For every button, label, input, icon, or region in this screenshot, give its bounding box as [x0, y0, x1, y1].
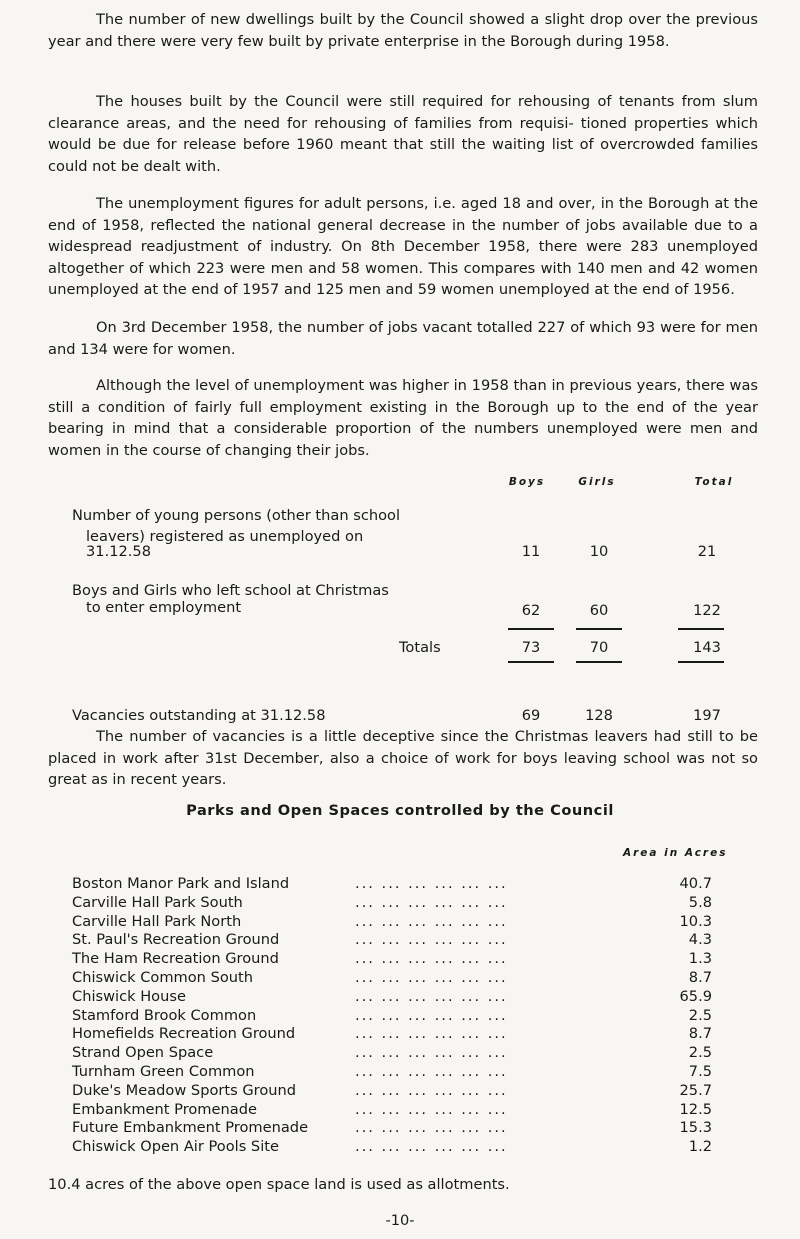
vacancies-label: Vacancies outstanding at 31.12.58 [72, 707, 326, 724]
park-row [72, 929, 712, 949]
park-area: 1.3 [688, 950, 712, 968]
park-row [72, 1136, 712, 1156]
cell-school-leavers-girls: 60 [589, 602, 609, 619]
park-leader-dots: ... ... ... ... ... ... [355, 912, 508, 930]
paragraph-rehousing: The houses built by the Council were still required for rehousing of tenants from slum clearance areas, and the need for rehousing of families from requisi- tioned properties which would be due for release before 1960 meant that still the waiting list of overcrowded families could not be dealt with. [48, 93, 758, 175]
park-name: Chiswick Common South [72, 969, 253, 986]
park-leader-dots: ... ... ... ... ... ... [355, 893, 508, 911]
park-row [72, 892, 712, 912]
park-name: Turnham Green Common [72, 1063, 255, 1080]
row-label-school-leavers-line1: Boys and Girls who left school at Christmas [72, 582, 389, 599]
park-leader-dots: ... ... ... ... ... ... [355, 1025, 508, 1043]
park-area: 15.3 [679, 1119, 712, 1137]
cell-vacancies-girls: 128 [585, 707, 613, 724]
cell-registered-total: 21 [697, 543, 717, 560]
park-area: 5.8 [688, 893, 712, 911]
park-name: Carville Hall Park North [72, 912, 242, 930]
allotments-note: 10.4 acres of the above open space land is used as allotments. [48, 1176, 510, 1193]
park-name: Future Embankment Promenade [72, 1119, 309, 1137]
totals-label: Totals [399, 639, 441, 656]
row-label-registered-line2: leavers) registered as unemployed on [86, 528, 364, 545]
park-row [72, 1005, 712, 1025]
park-area: 4.3 [688, 931, 712, 949]
park-row [72, 1099, 712, 1119]
park-area: 2.5 [688, 1006, 712, 1024]
rule-total-bottom [678, 661, 724, 663]
col-header-total: Total [694, 476, 734, 488]
park-name: Stamford Brook Common [72, 1006, 257, 1024]
cell-totals-girls: 70 [589, 639, 609, 656]
park-name: Chiswick Open Air Pools Site [72, 1138, 279, 1156]
page-number: -10- [385, 1212, 415, 1229]
park-name: Embankment Promenade [72, 1100, 257, 1118]
park-row [72, 986, 712, 1006]
col-header-girls: Girls [578, 476, 616, 488]
park-area: 1.2 [688, 1138, 712, 1156]
rule-total-top [678, 628, 724, 630]
row-label-registered-line3: 31.12.58 [86, 543, 151, 560]
park-leader-dots: ... ... ... ... ... ... [355, 875, 508, 892]
park-name: Boston Manor Park and Island [72, 875, 290, 892]
park-leader-dots: ... ... ... ... ... ... [355, 950, 508, 968]
park-row [72, 1117, 712, 1137]
park-area: 8.7 [688, 969, 712, 986]
park-area: 65.9 [679, 987, 712, 1005]
park-area: 12.5 [679, 1100, 712, 1118]
cell-vacancies-total: 197 [693, 707, 721, 724]
park-name: St. Paul's Recreation Ground [72, 931, 280, 949]
rule-girls-top [576, 628, 622, 630]
park-name: The Ham Recreation Ground [72, 950, 279, 968]
park-row [72, 1080, 712, 1100]
park-area: 8.7 [688, 1025, 712, 1043]
paragraph-vacancies-deceptive: The number of vacancies is a little deceptive since the Christmas leavers had still to be placed in work after 31st December, also a choice of work for boys leaving school was not so great as in recent years. [48, 728, 758, 788]
park-name: Chiswick House [72, 987, 186, 1005]
park-leader-dots: ... ... ... ... ... ... [355, 1044, 508, 1062]
rule-boys-top [508, 628, 554, 630]
park-row [72, 1023, 712, 1043]
park-area: 10.3 [679, 912, 712, 930]
park-name: Homefields Recreation Ground [72, 1025, 296, 1043]
paragraph-employment-condition: Although the level of unemployment was higher in 1958 than in previous years, there was still a condition of fairly full employment existing in the Borough up to the end of the year bearing in mind that a considerable proportion of the numbers unemployed were men and women in the course of changing their jobs. [48, 377, 758, 459]
cell-totals-boys: 73 [521, 639, 541, 656]
cell-totals-total: 143 [693, 639, 721, 656]
park-leader-dots: ... ... ... ... ... ... [355, 1119, 508, 1137]
park-leader-dots: ... ... ... ... ... ... [355, 1081, 508, 1099]
cell-school-leavers-total: 122 [693, 602, 721, 619]
row-label-registered-line1: Number of young persons (other than school [72, 507, 401, 524]
park-name: Carville Hall Park South [72, 893, 243, 911]
paragraph-vacancies: On 3rd December 1958, the number of jobs vacant totalled 227 of which 93 were for men and 134 were for women. [48, 319, 758, 358]
cell-vacancies-boys: 69 [521, 707, 541, 724]
park-leader-dots: ... ... ... ... ... ... [355, 1006, 508, 1024]
parks-area-header: Area in Acres [623, 847, 728, 859]
park-leader-dots: ... ... ... ... ... ... [355, 1138, 508, 1156]
rule-girls-bottom [576, 661, 622, 663]
col-header-boys: Boys [508, 476, 546, 488]
park-row [72, 1061, 712, 1081]
park-row [72, 1042, 712, 1062]
cell-school-leavers-boys: 62 [521, 602, 541, 619]
park-row [72, 873, 712, 893]
park-area: 7.5 [688, 1063, 712, 1080]
park-leader-dots: ... ... ... ... ... ... [355, 1063, 508, 1080]
paragraph-unemployment: The unemployment figures for adult persons, i.e. aged 18 and over, in the Borough at the end of 1958, reflected the national general decrease in the number of jobs available due to a widespread readjustment of industry. On 8th December 1958, there were 283 unemployed altogether of which 223 were men and 58 women. This compares with 140 men and 42 women unemployed at the end of 1957 and 125 men and 59 women unemployed at the end of 1956. [48, 195, 758, 298]
cell-registered-boys: 11 [521, 543, 541, 560]
park-leader-dots: ... ... ... ... ... ... [355, 1100, 508, 1118]
park-name: Strand Open Space [72, 1044, 214, 1062]
parks-section-title: Parks and Open Spaces controlled by the Council [186, 802, 614, 819]
park-area: 25.7 [679, 1081, 712, 1099]
park-row [72, 948, 712, 968]
paragraph-dwellings: The number of new dwellings built by the Council showed a slight drop over the previous year and there were very few built by private enterprise in the Borough during 1958. [48, 11, 758, 50]
park-area: 40.7 [679, 875, 712, 892]
cell-registered-girls: 10 [589, 543, 609, 560]
row-label-school-leavers-line2: to enter employment [86, 599, 242, 616]
park-leader-dots: ... ... ... ... ... ... [355, 987, 508, 1005]
park-name: Duke's Meadow Sports Ground [72, 1081, 297, 1099]
park-leader-dots: ... ... ... ... ... ... [355, 931, 508, 949]
park-leader-dots: ... ... ... ... ... ... [355, 969, 508, 986]
park-area: 2.5 [688, 1044, 712, 1062]
park-row [72, 911, 712, 931]
rule-boys-bottom [508, 661, 554, 663]
park-row [72, 967, 712, 987]
